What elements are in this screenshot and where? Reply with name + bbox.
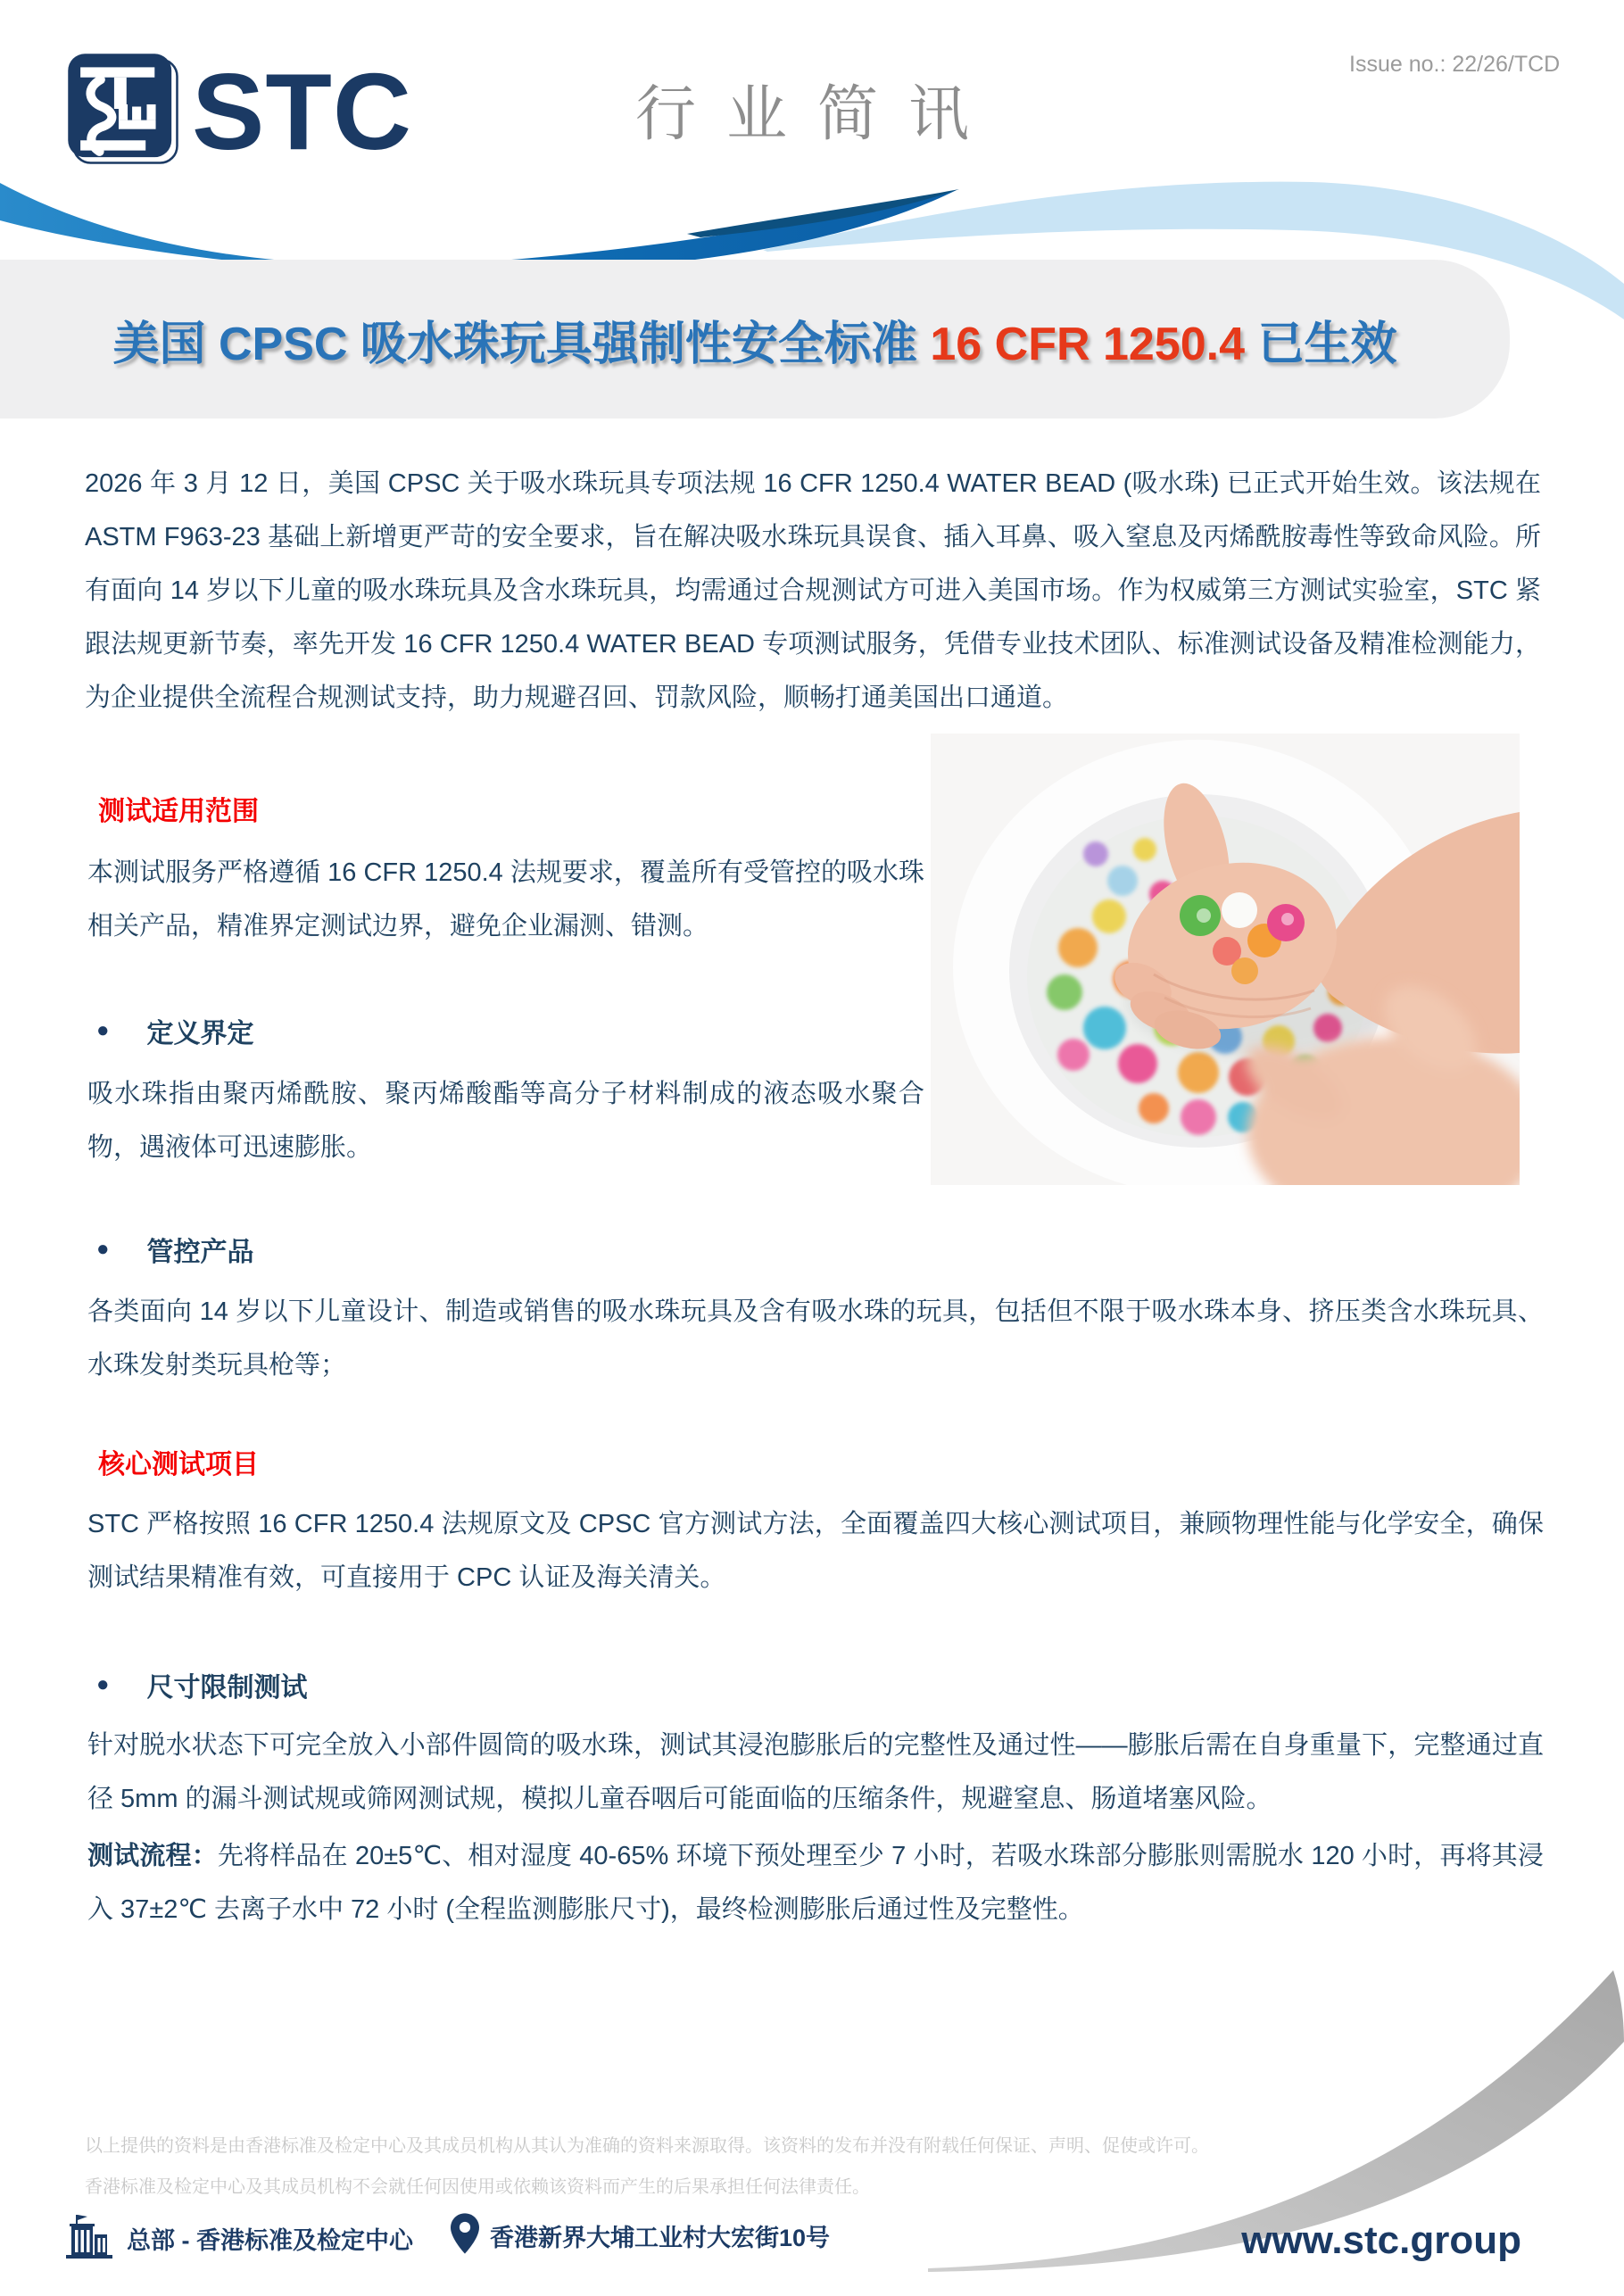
test-process-body: 先将样品在 20±5℃、相对湿度 40-65% 环境下预处理至少 7 小时，若吸水珠部分膨胀则需脱水 120 小时，再将其浸入 37±2℃ 去离子水中 72 小时 (全程监测膨胀尺寸)，最终检测膨胀后通过性及完整性。: [87, 1842, 1544, 1924]
bullet-size-limit-test-title: 尺寸限制测试: [146, 1673, 308, 1703]
bullet-size-limit-test: [96, 1665, 308, 1704]
issue-number: Issue no.: 22/26/TCD: [1349, 52, 1561, 77]
address-item: [451, 2213, 830, 2259]
controlled-products-paragraph: 各类面向 14 岁以下儿童设计、制造或销售的吸水珠玩具及含有吸水珠的玩具，包括但不限于吸水珠本身、挤压类含水珠玩具、水珠发射类玩具枪等；: [87, 1297, 1544, 1380]
headquarters-item: [64, 2213, 413, 2264]
test-process-label: 测试流程：: [87, 1842, 218, 1870]
bullet-controlled-products: [96, 1230, 254, 1269]
section-heading-scope: 测试适用范围: [98, 797, 259, 826]
disclaimer-line1: 以上提供的资料是由香港标准及检定中心及其成员机构从其认为准确的资料来源取得。该资料的发布并没有附载任何保证、声明、促使或许可。: [85, 2136, 1209, 2156]
bullet-icon: ●: [96, 1018, 110, 1042]
page-title-part2: 已生效: [1245, 318, 1397, 370]
bullet-icon: ●: [96, 1237, 110, 1261]
newsletter-title: 行业简讯: [635, 80, 1000, 148]
building-icon: [64, 2213, 116, 2264]
page-title-regulation: 16 CFR 1250.4: [930, 318, 1246, 370]
size-limit-test-paragraph: 针对脱水状态下可完全放入小部件圆筒的吸水珠，测试其浸泡膨胀后的完整性及通过性——膨胀后需在自身重量下，完整通过直径 5mm 的漏斗测试规或筛网测试规，模拟儿童吞咽后可能面临的压缩条件，规避窒息、肠道堵塞风险。: [87, 1731, 1544, 1813]
address-label: 香港新界大埔工业村大宏街10号: [490, 2225, 831, 2251]
scope-paragraph: 本测试服务严格遵循 16 CFR 1250.4 法规要求，覆盖所有受管控的吸水珠相关产品，精准界定测试边界，避免企业漏测、错测。: [87, 858, 924, 941]
location-pin-icon: [451, 2213, 479, 2259]
disclaimer-line2: 香港标准及检定中心及其成员机构不会就任何因使用或依赖该资料而产生的后果承担任何法律责任。: [85, 2177, 870, 2197]
bullet-icon: ●: [96, 1672, 110, 1696]
page-title: [113, 306, 1397, 373]
title-banner: [0, 260, 1510, 419]
disclaimer: [85, 2126, 1280, 2208]
website-link[interactable]: www.stc.group: [1241, 2218, 1521, 2262]
water-beads-photo: [931, 734, 1520, 1185]
definition-paragraph: 吸水珠指由聚丙烯酰胺、聚丙烯酸酯等高分子材料制成的液态吸水聚合物，遇液体可迅速膨胀。: [87, 1080, 924, 1162]
stc-logo-text: STC: [192, 50, 412, 172]
core-tests-paragraph: STC 严格按照 16 CFR 1250.4 法规原文及 CPSC 官方测试方法，全面覆盖四大核心测试项目，兼顾物理性能与化学安全，确保测试结果精准有效，可直接用于 CPC 认证及海关清关。: [87, 1510, 1544, 1592]
intro-paragraph: 2026 年 3 月 12 日，美国 CPSC 关于吸水珠玩具专项法规 16 CFR 1250.4 WATER BEAD (吸水珠) 已正式开始生效。该法规在 ASTM F963-23 基础上新增更严苛的安全要求，旨在解决吸水珠玩具误食、插入耳鼻、吸入窒息及丙烯酰胺毒性等致命风险。所有面向 14 岁以下儿童的吸水珠玩具及含水珠玩具，均需通过合规测试方可进入美国市场。作为权威第三方测试实验室，STC 紧跟法规更新节奏，率先开发 16 CFR 1250.4 WATER BEAD 专项测试服务，凭借专业技术团队、标准测试设备及精准检测能力，为企业提供全流程合规测试支持，助力规避召回、罚款风险，顺畅打通美国出口通道。: [85, 469, 1541, 712]
headquarters-label: 总部 - 香港标准及检定中心: [127, 2227, 413, 2254]
bullet-controlled-products-title: 管控产品: [146, 1238, 254, 1267]
bullet-definition-title: 定义界定: [146, 1019, 254, 1049]
footer-bar: [0, 2213, 1624, 2275]
page-title-part1: 美国 CPSC 吸水珠玩具强制性安全标准: [112, 318, 931, 370]
section-heading-core-tests: 核心测试项目: [98, 1450, 259, 1480]
bullet-definition: [96, 1011, 254, 1050]
